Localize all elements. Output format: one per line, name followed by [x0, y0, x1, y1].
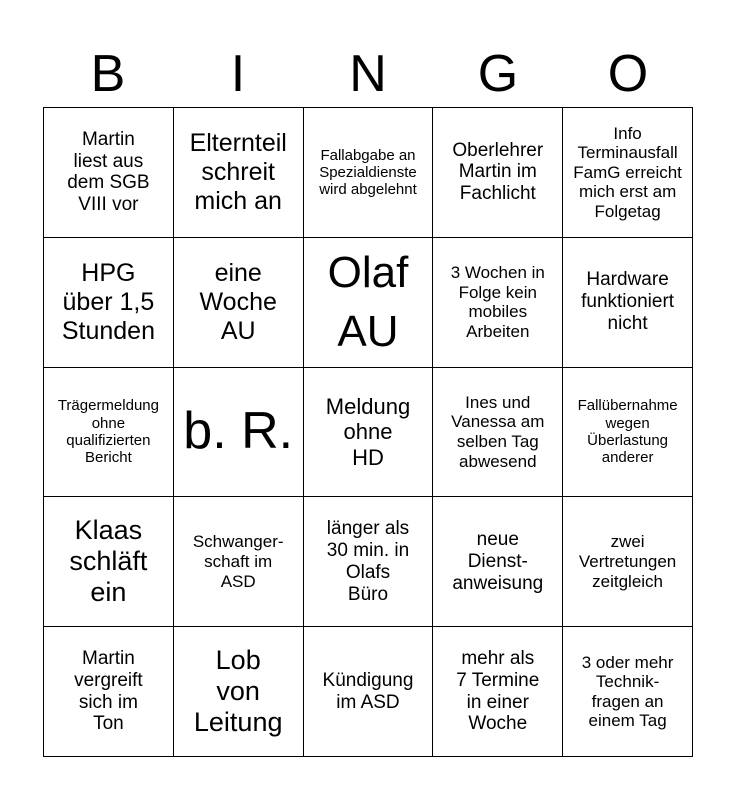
bingo-cell[interactable]: Trägermeldung ohne qualifizierten Bericht — [44, 368, 174, 498]
bingo-cell[interactable]: Elternteil schreit mich an — [174, 108, 304, 238]
bingo-cell[interactable]: Oberlehrer Martin im Fachlicht — [433, 108, 563, 238]
bingo-cell[interactable]: zwei Vertretungen zeitgleich — [563, 497, 693, 627]
bingo-board — [43, 107, 693, 757]
bingo-cell[interactable]: 3 Wochen in Folge kein mobiles Arbeiten — [433, 238, 563, 368]
bingo-cell[interactable]: 3 oder mehr Technik- fragen an einem Tag — [563, 627, 693, 757]
header-letter-o: O — [607, 45, 649, 103]
bingo-cell[interactable]: Lob von Leitung — [174, 627, 304, 757]
bingo-cell[interactable]: eine Woche AU — [174, 238, 304, 368]
bingo-cell[interactable]: Ines und Vanessa am selben Tag abwesend — [433, 368, 563, 498]
bingo-cell[interactable]: b. R. — [174, 368, 304, 498]
bingo-cell[interactable]: Kündigung im ASD — [304, 627, 434, 757]
header-letter-i: I — [230, 45, 246, 103]
bingo-cell[interactable]: Fallabgabe an Spezialdienste wird abgelehnt — [304, 108, 434, 238]
bingo-header — [43, 40, 693, 108]
bingo-cell[interactable]: mehr als 7 Termine in einer Woche — [433, 627, 563, 757]
bingo-cell[interactable]: Meldung ohne HD — [304, 368, 434, 498]
bingo-cell[interactable]: Hardware funktioniert nicht — [563, 238, 693, 368]
bingo-cell[interactable]: Olaf AU — [304, 238, 434, 368]
bingo-cell[interactable]: Martin liest aus dem SGB VIII vor — [44, 108, 174, 238]
bingo-cell[interactable]: neue Dienst- anweisung — [433, 497, 563, 627]
bingo-cell[interactable]: länger als 30 min. in Olafs Büro — [304, 497, 434, 627]
bingo-cell[interactable]: Fallübernahme wegen Überlastung anderer — [563, 368, 693, 498]
bingo-cell[interactable]: HPG über 1,5 Stunden — [44, 238, 174, 368]
header-letter-g: G — [477, 45, 519, 103]
header-letter-n: N — [349, 45, 387, 103]
bingo-cell[interactable]: Info Terminausfall FamG erreicht mich erst am Folgetag — [563, 108, 693, 238]
header-letter-b: B — [90, 45, 126, 103]
bingo-cell[interactable]: Klaas schläft ein — [44, 497, 174, 627]
bingo-cell[interactable]: Martin vergreift sich im Ton — [44, 627, 174, 757]
bingo-cell[interactable]: Schwanger- schaft im ASD — [174, 497, 304, 627]
